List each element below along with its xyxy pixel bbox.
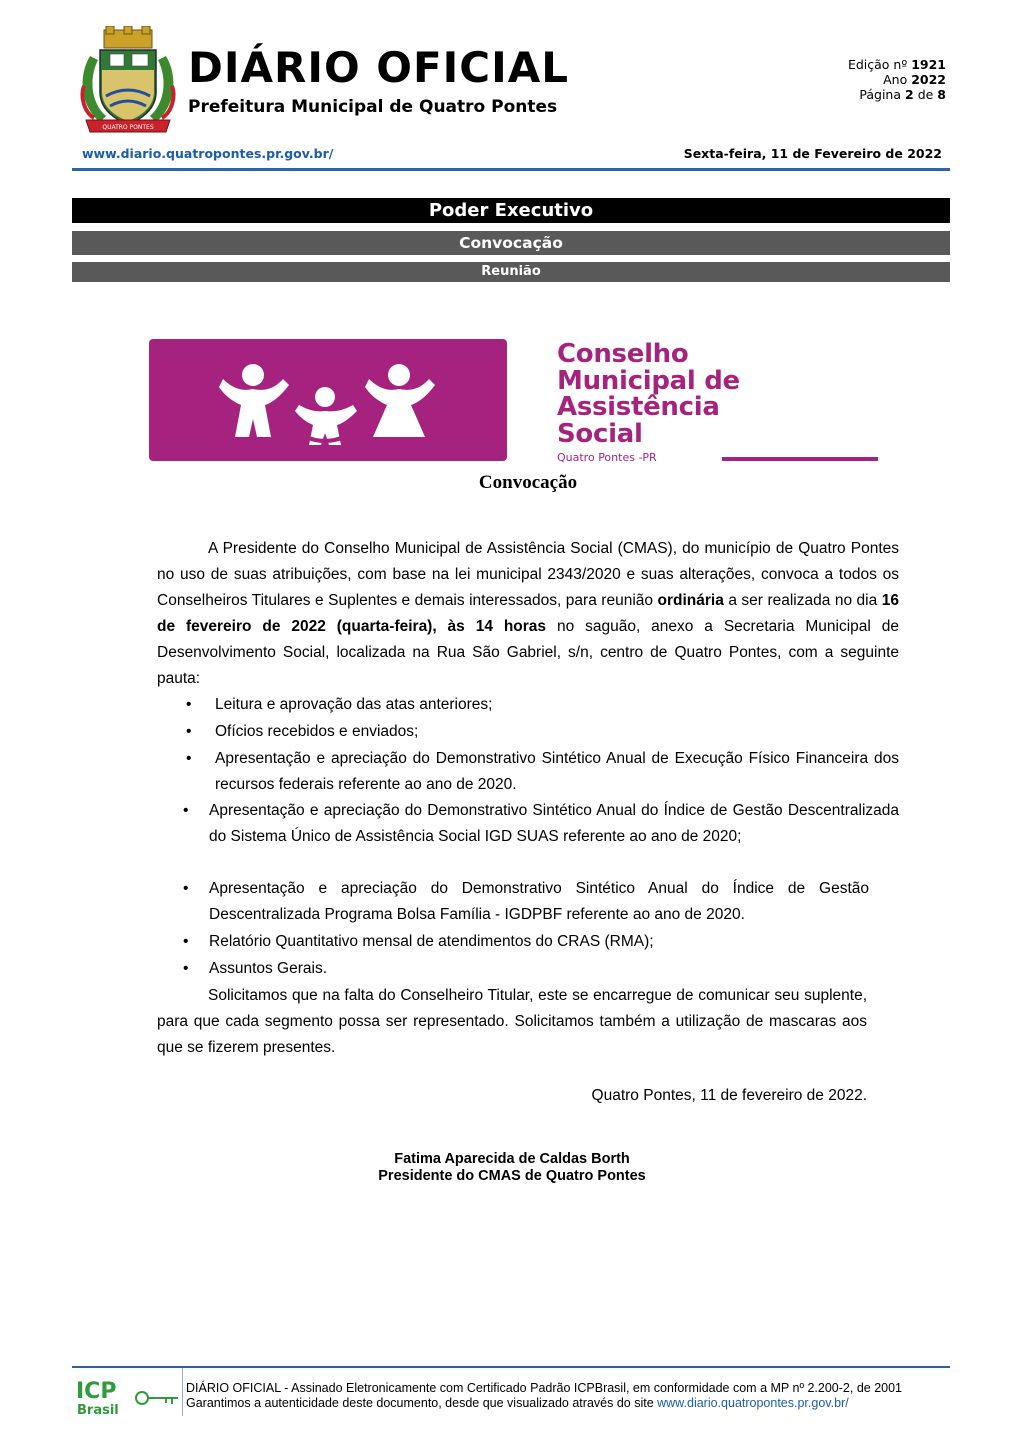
footer-line-1: DIÁRIO OFICIAL - Assinado Eletronicamente com Certificado Padrão ICPBrasil, em conformidade com a MP nº 2.200-2, de 2001 [186,1381,903,1395]
edition-number: 1921 [911,57,946,72]
icp-brasil-logo [76,1376,180,1416]
page-label: Página [859,87,902,102]
newspaper-subtitle: Prefeitura Municipal de Quatro Pontes [188,97,558,117]
site-link[interactable]: www.diario.quatropontes.pr.gov.br/ [82,146,334,161]
closing-paragraph: Solicitamos que na falta do Conselheiro Titular, este se encarregue de comunicar seu suplente, para que cada segmento possa ser representado. Solicitamos também a utilização de mascaras aos que se fizerem presentes. [157,987,867,1056]
footer-site-link[interactable]: www.diario.quatropontes.pr.gov.br/ [657,1396,849,1410]
section-bar-subtype: Reunião [72,262,950,282]
cmas-logo-text [557,341,897,447]
page-total: 8 [937,87,946,102]
agenda-item: Apresentação e apreciação do Demonstrativo Sintético Anual de Execução Físico Financeira dos recursos federais referente ao ano de 2020. [215,750,899,793]
icp-logo-text: ICP [76,1379,117,1404]
intro-paragraph [157,536,899,692]
agenda-item: Relatório Quantitativo mensal de atendimentos do CRAS (RMA); [209,933,654,950]
intro-meeting-datetime: 16 de fevereiro de 2022 (quarta-feira), às 14 horas [157,592,899,635]
signer-role: Presidente do CMAS de Quatro Pontes [378,1168,646,1184]
footer-line-2 [186,1396,902,1411]
logo-location: Quatro Pontes -PR [557,451,657,464]
crest-ribbon-text: QUATRO PONTES [102,124,154,131]
bullet-icon: • [186,750,192,767]
people-group-icon [149,339,507,461]
edition-label: Edição nº [847,57,908,72]
section-bar-power: Poder Executivo [72,198,950,223]
agenda-item: Assuntos Gerais. [209,960,328,977]
bullet-icon: • [186,696,192,713]
page-current: 2 [905,87,914,102]
agenda-item: Leitura e aprovação das atas anteriores; [215,696,493,713]
logo-underline [722,457,878,461]
page-line [848,87,946,102]
logo-line-3: Assistência [557,392,720,422]
agenda-item: Apresentação e apreciação do Demonstrativo Sintético Anual do Índice de Gestão Descentralizada Programa Bolsa Família - IGDPBF referente ao ano de 2020. [209,880,869,923]
bullet-icon: • [186,723,192,740]
year-value: 2022 [911,72,946,87]
bullet-icon: • [183,880,189,897]
intro-text-a: A Presidente do Conselho Municipal de Assistência Social (CMAS), do município de Quatro Pontes no uso de suas atribuições, com base na lei municipal 2343/2020 e suas alterações, convoca a todos os Conselheiros Titulares e Suplentes e demais interessados, para reunião [157,540,899,609]
logo-line-2: Municipal de [557,365,740,396]
bullet-icon: • [183,960,189,977]
logo-line-1: Conselho [557,339,689,369]
municipal-crest-logo [76,26,180,134]
signature-block [0,1151,1024,1185]
signer-name: Fatima Aparecida de Caldas Borth [394,1151,630,1167]
footer-divider [72,1366,950,1368]
logo-line-4: Social [557,418,643,449]
agenda-item: Apresentação e apreciação do Demonstrativo Sintético Anual do Índice de Gestão Descentralizada do Sistema Único de Assistência Social IGD SUAS referente ao ano de 2020; [209,802,899,845]
bullet-icon: • [183,802,189,819]
brasil-logo-text: Brasil [77,1403,119,1416]
footer-notice [186,1381,902,1411]
page-of: de [917,87,934,102]
intro-text-b: a ser realizada no dia [723,592,882,609]
key-icon [136,1392,178,1404]
section-bar-type: Convocação [72,231,950,255]
footer-vertical-divider [182,1368,183,1416]
year-line [848,72,946,87]
document-title: Convocação [478,472,578,493]
publication-date: Sexta-feira, 11 de Fevereiro de 2022 [683,146,942,161]
agenda-item: Ofícios recebidos e enviados; [215,723,419,740]
footer-line-2-text: Garantimos a autenticidade deste documento, desde que visualizado através do site [186,1396,658,1410]
year-label: Ano [883,72,908,87]
intro-text-c: no saguão, anexo a Secretaria Municipal de Desenvolvimento Social, localizada na Rua São Gabriel, s/n, centro de Quatro Pontes, com a seguinte pauta: [157,618,899,687]
intro-meeting-type: ordinária [657,592,724,609]
edition-line [848,57,946,72]
cmas-logo-banner [149,339,507,461]
edition-info [848,57,946,102]
newspaper-title: DIÁRIO OFICIAL [188,43,570,92]
bullet-icon: • [183,933,189,950]
place-and-date: Quatro Pontes, 11 de fevereiro de 2022. [591,1087,867,1104]
header-divider [72,168,950,171]
